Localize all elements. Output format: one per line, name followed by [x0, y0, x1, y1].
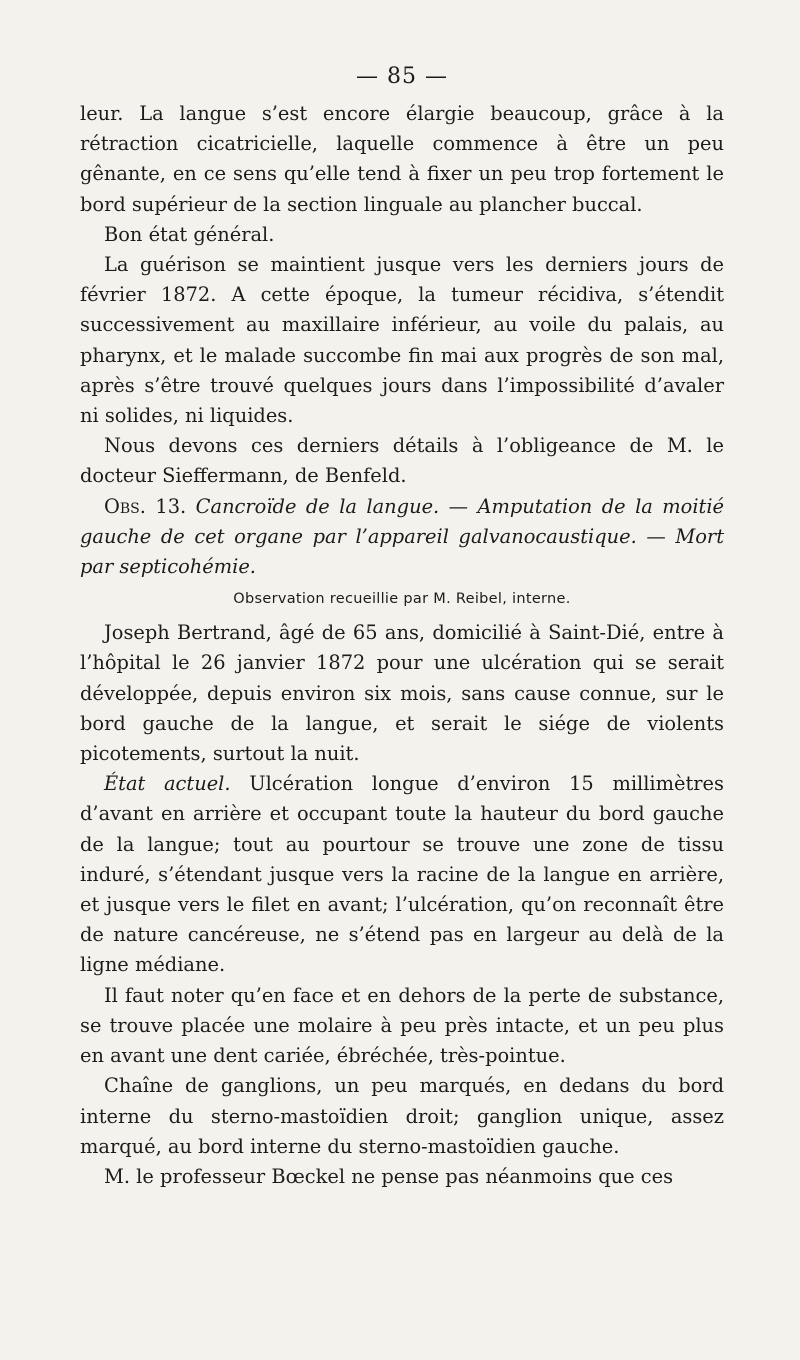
observation-label: Obs. 13. [104, 494, 187, 518]
paragraph-continuation: leur. La langue s’est encore élargie beaucoup, grâce à la rétraction cicatricielle, laquelle commence à être un peu gênante, en ce sens qu’elle tend à fixer un peu trop fortement le bord supérieur de la section linguale au plancher buccal. [80, 102, 724, 216]
current-state-text: Ulcération longue d’environ 15 millimètres d’avant en arrière et occupant toute la hauteur du bord gauche de la langue; tout au pourtour se trouve une zone de tissu induré, s’étendant jusque vers la racine de la langue en arrière, et jusque vers le filet en avant; l’ulcération, qu’on reconnaît être de nature cancéreuse, ne s’étend pas en largeur au delà de la ligne médiane. [80, 772, 724, 977]
observation-heading [80, 492, 724, 583]
paragraph-general-state: Bon état général. [104, 222, 275, 246]
paragraph-recurrence: La guérison se maintient jusque vers les derniers jours de février 1872. A cette époque, la tumeur récidiva, s’étendit successivement au maxillaire inférieur, au voile du palais, au pharynx, et le malade succombe fin mai aux progrès de son mal, après s’être trouvé quelques jours dans l’impossibilité d’avaler ni solides, ni liquides. [80, 253, 724, 428]
paragraph-ganglions: Chaîne de ganglions, un peu marqués, en dedans du bord interne du sterno-mastoïdien droit; ganglion unique, assez marqué, au bord interne du sterno-mastoïdien gauche. [80, 1074, 724, 1158]
paragraph-patient-intro: Joseph Bertrand, âgé de 65 ans, domicilié à Saint-Dié, entre à l’hôpital le 26 janvier 1872 pour une ulcération qui se serait développée, depuis environ six mois, sans cause connue, sur le bord gauche de la langue, et serait le siége de violents picotements, surtout la nuit. [80, 621, 724, 766]
observation-title-part1: Cancroïde de la langue. [195, 494, 440, 518]
body-text [80, 99, 724, 1192]
observation-separator-1: — [439, 494, 478, 518]
page-number: — 85 — [356, 64, 448, 89]
observation-title-part2: Amputation de la moitié gauche de cet organe par l’appareil galvanocaustique. [80, 494, 724, 548]
paragraph-professor: M. le professeur Bœckel ne pense pas néanmoins que ces [104, 1164, 674, 1188]
observation-title-part3: Mort par septicohémie. [80, 524, 724, 579]
paragraph-teeth: Il faut noter qu’en face et en dehors de la perte de substance, se trouve placée une molaire à peu près intacte, et un peu plus en avant une dent cariée, ébréchée, très-pointue. [80, 983, 724, 1068]
paragraph-acknowledgement: Nous devons ces derniers détails à l’obligeance de M. le docteur Sieffermann, de Benfeld. [80, 434, 724, 488]
current-state-label: État actuel. [104, 772, 231, 796]
paragraph-current-state [80, 769, 724, 980]
observation-note: Observation recueillie par M. Reibel, interne. [233, 591, 571, 608]
observation-separator-2: — [636, 524, 676, 548]
